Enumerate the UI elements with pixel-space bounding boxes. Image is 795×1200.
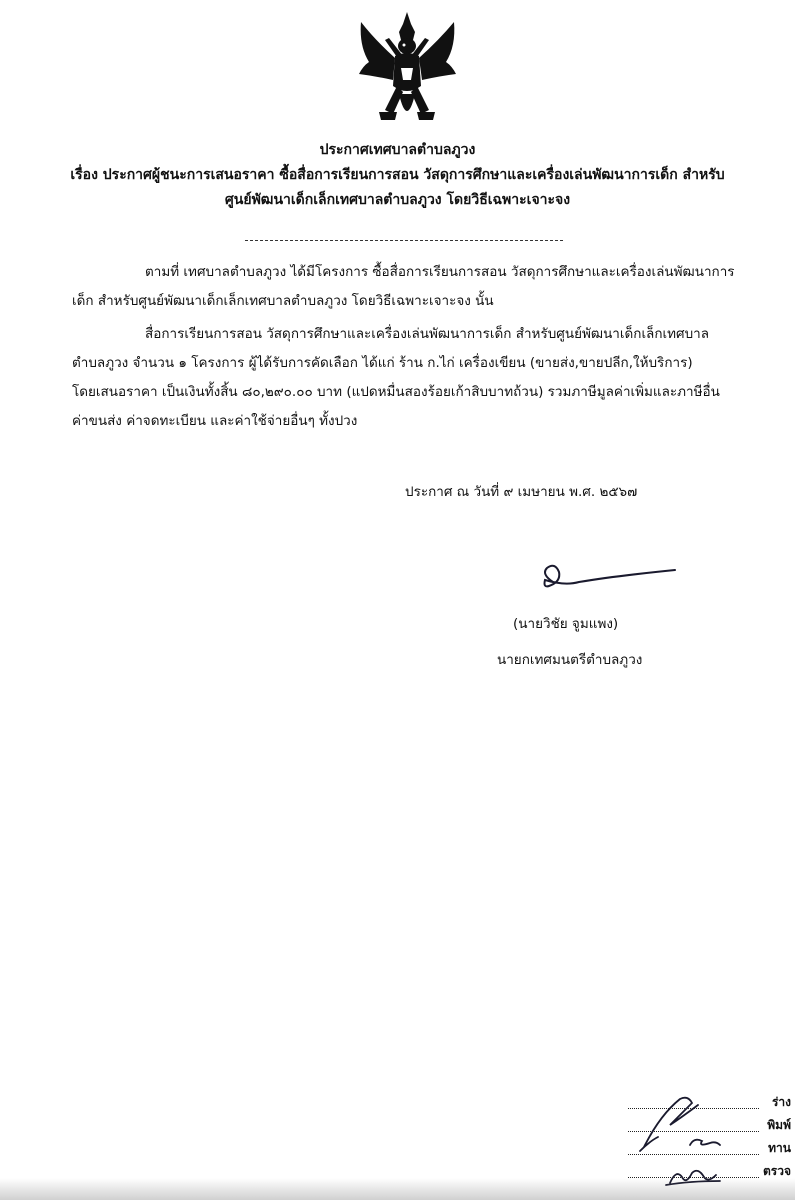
divider-rule (245, 240, 563, 241)
paragraph-2-line-4: ค่าขนส่ง ค่าจดทะเบียน และค่าใช้จ่ายอื่นๆ ทั้งปวง (72, 413, 358, 429)
paragraph-1-line-1: ตามที่ เทศบาลตำบลภูวง ได้มีโครงการ ซื้อสื่อการเรียนการสอน วัสดุการศึกษาและเครื่องเล่นพัฒนาการ (145, 264, 735, 280)
paragraph-1-line-2: เด็ก สำหรับศูนย์พัฒนาเด็กเล็กเทศบาลตำบลภูวง โดยวิธีเฉพาะเจาะจง นั้น (72, 293, 494, 309)
signature-icon (535, 560, 685, 600)
org-title: ประกาศเทศบาลตำบลภูวง (319, 142, 476, 158)
print-label: พิมพ์ (767, 1118, 791, 1132)
draft-label: ร่าง (771, 1095, 791, 1109)
announcement-date: ประกาศ ณ วันที่ ๙ เมษายน พ.ศ. ๒๕๖๗ (405, 484, 638, 500)
title-block (40, 138, 755, 213)
subject-line-1: เรื่อง ประกาศผู้ชนะการเสนอราคา ซื้อสื่อการเรียนการสอน วัสดุการศึกษาและเครื่องเล่นพัฒนาการเด็ก สำหรับ (70, 167, 725, 183)
paragraph-2-line-3: โดยเสนอราคา เป็นเงินทั้งสิ้น ๘๐,๒๙๐.๐๐ บาท (แปดหมื่นสองร้อยเก้าสิบบาทถ้วน) รวมภาษีมูลค่าเพิ่มและภาษีอื่น (72, 384, 720, 400)
paragraph-2-line-2: ตำบลภูวง จำนวน ๑ โครงการ ผู้ได้รับการคัดเลือก ได้แก่ ร้าน ก.ไก่ เครื่องเขียน (ขายส่ง,ขายปลีก,ให้บริการ) (72, 355, 693, 371)
paragraph-2-line-1: สื่อการเรียนการสอน วัสดุการศึกษาและเครื่องเล่นพัฒนาการเด็ก สำหรับศูนย์พัฒนาเด็กเล็กเทศบาล (145, 326, 710, 342)
check-label: ตรวจ (762, 1164, 791, 1178)
garuda-emblem-icon (355, 10, 460, 128)
subject-line-2: ศูนย์พัฒนาเด็กเล็กเทศบาลตำบลภูวง โดยวิธีเฉพาะเจาะจง (224, 192, 571, 208)
signer-position: นายกเทศมนตรีตำบลภูวง (497, 652, 643, 668)
review-label: ทาน (768, 1141, 791, 1155)
scan-shadow (0, 1178, 795, 1200)
signer-name: (นายวิชัย จูมแพง) (513, 616, 619, 632)
